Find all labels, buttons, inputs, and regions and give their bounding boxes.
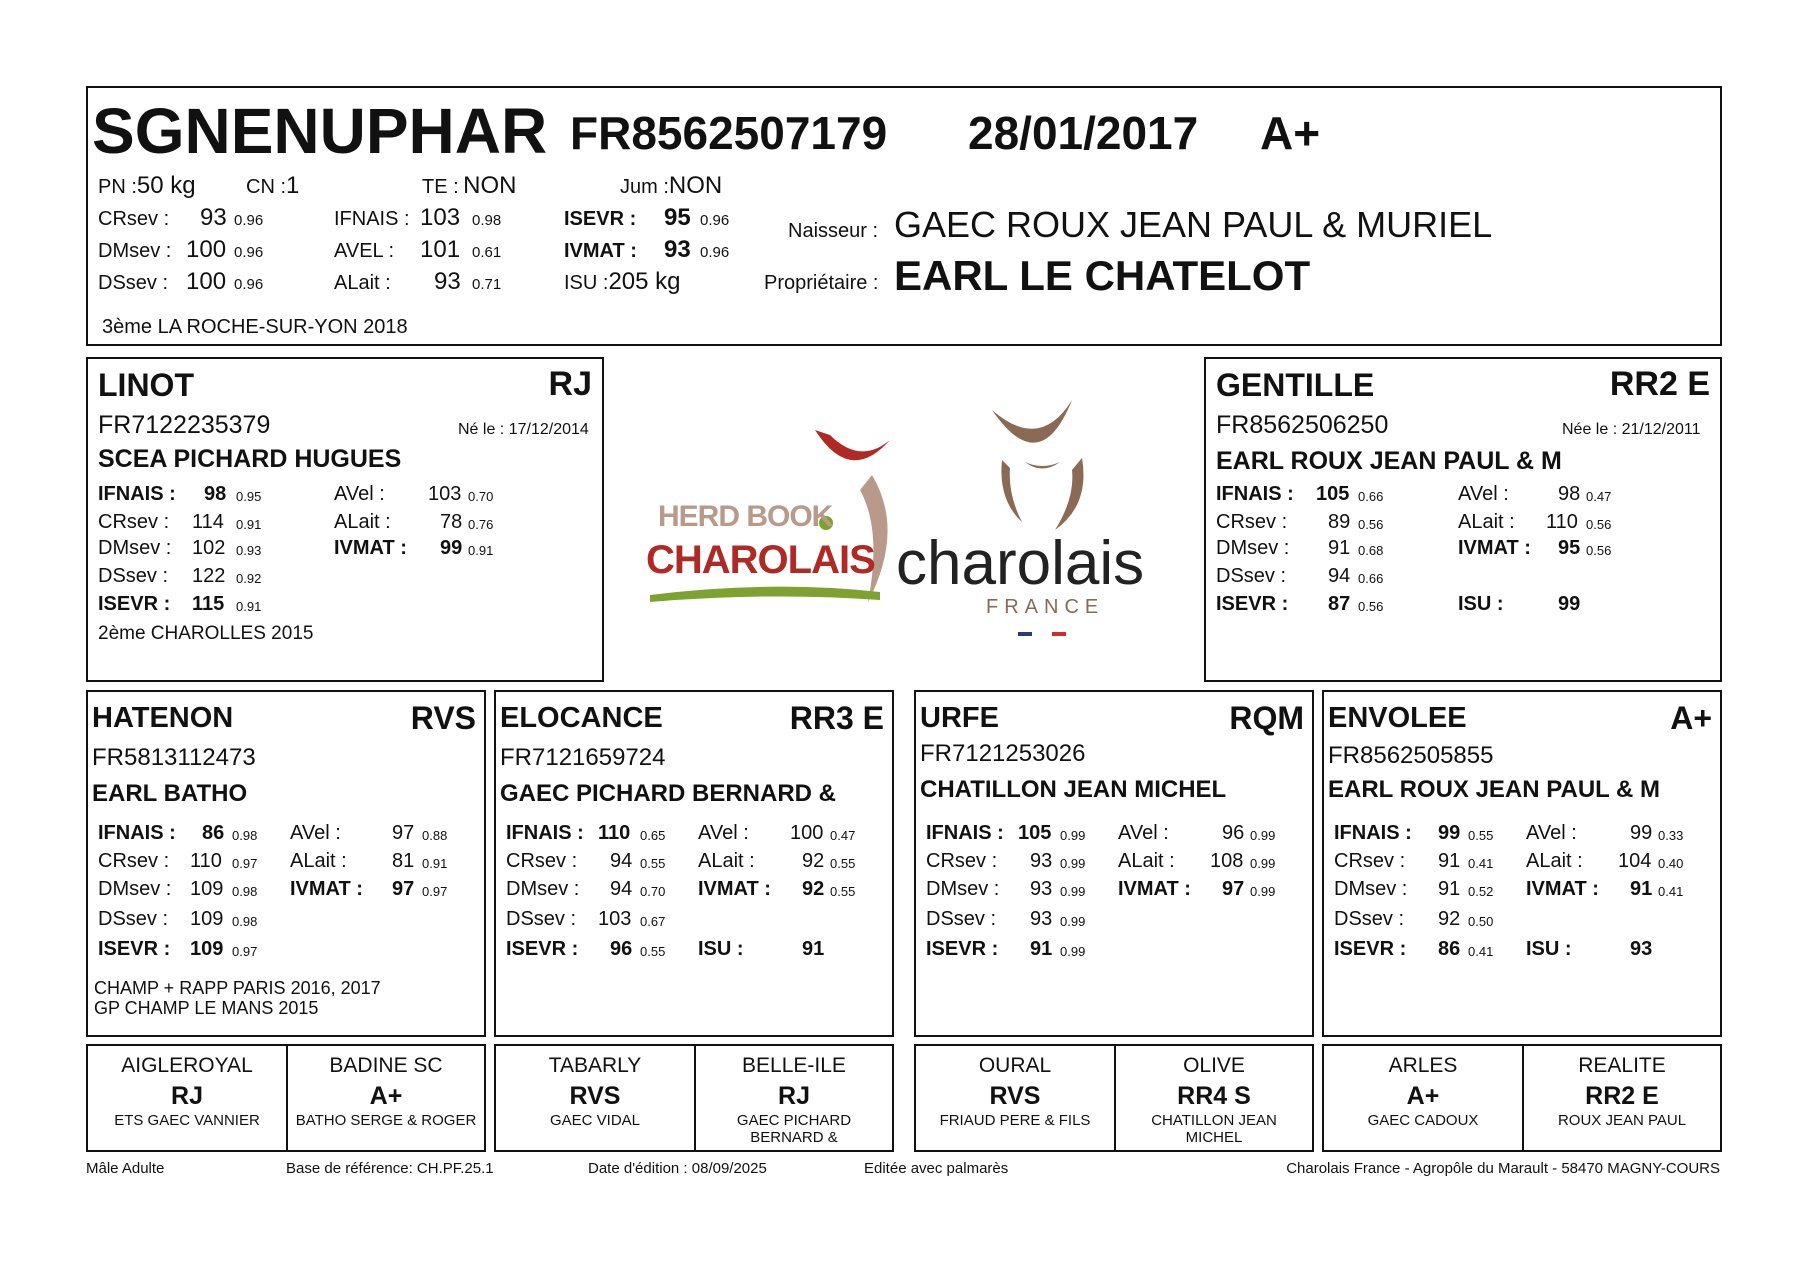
great-grandparent-card <box>86 1044 288 1152</box>
dam-avel-label: AVel : <box>1458 483 1509 505</box>
gp-avel-value: 100 <box>790 822 824 844</box>
sire-crsev-label: CRsev : <box>98 511 170 533</box>
gp-dmsev-label: DMsev : <box>926 878 1000 900</box>
gp-alait-label: ALait : <box>698 850 755 872</box>
gp-avel-label: AVel : <box>698 822 749 844</box>
gp-alait-label: ALait : <box>290 850 347 872</box>
gp-alait-value: 104 <box>1618 850 1652 872</box>
dam-dssev-value: 94 <box>1328 565 1351 587</box>
dam-avel-accuracy: 0.47 <box>1586 489 1612 504</box>
gp-dmsev-accuracy: 0.99 <box>1060 884 1086 899</box>
footer-base: Base de référence: CH.PF.25.1 <box>286 1160 494 1177</box>
gp-dssev-accuracy: 0.98 <box>232 914 258 929</box>
dssev-label: DSsev : <box>98 272 169 294</box>
sire-crsev-value: 114 <box>192 511 224 533</box>
gp-dssev-value: 93 <box>1030 908 1053 930</box>
naisseur-label: Naisseur : <box>788 220 879 242</box>
dam-isu-value: 99 <box>1558 593 1581 615</box>
gp-dssev-accuracy: 0.99 <box>1060 914 1086 929</box>
gp-dssev-label: DSsev : <box>506 908 577 930</box>
gp-palmares-line1: CHAMP + RAPP PARIS 2016, 2017 <box>94 978 381 998</box>
gp-ifnais-label: IFNAIS : <box>1334 822 1412 844</box>
grandparent-card <box>1322 690 1722 1037</box>
alait-accuracy: 0.71 <box>472 276 502 293</box>
dmsev-accuracy: 0.96 <box>234 244 264 261</box>
dmsev-label: DMsev : <box>98 240 172 262</box>
ggp-qualification: RVS <box>569 1082 621 1110</box>
gp-ivmat-value: 91 <box>1630 878 1653 900</box>
proprietaire-label: Propriétaire : <box>764 272 879 294</box>
herdbook-main-text: CHAROLAIS <box>646 538 875 582</box>
ggp-name: OLIVE <box>1183 1054 1245 1077</box>
sire-qualification: RJ <box>548 365 592 403</box>
cf-head-mid <box>1025 462 1060 469</box>
gp-crsev-accuracy: 0.97 <box>232 856 258 871</box>
gp-isu-value: 91 <box>802 938 825 960</box>
gp-crsev-value: 110 <box>190 850 222 872</box>
sire-alait-accuracy: 0.76 <box>468 517 494 532</box>
gp-avel-value: 97 <box>392 822 415 844</box>
dam-ifnais-accuracy: 0.66 <box>1358 489 1384 504</box>
gp-ifnais-value: 110 <box>598 822 631 844</box>
gp-dssev-label: DSsev : <box>98 908 169 930</box>
grandparent-qualification: RR3 E <box>789 700 884 736</box>
gp-crsev-accuracy: 0.99 <box>1060 856 1086 871</box>
avel-value: 101 <box>420 236 461 263</box>
sire-ivmat-accuracy: 0.91 <box>468 543 494 558</box>
isu-field: ISU :205 kg <box>564 268 681 295</box>
gp-isevr-value: 91 <box>1030 938 1053 960</box>
cf-head-right <box>1055 458 1083 530</box>
ivmat-value: 93 <box>664 236 691 263</box>
sire-ifnais-value: 98 <box>204 483 227 505</box>
gp-dssev-label: DSsev : <box>926 908 997 930</box>
grandparent-owner: GAEC PICHARD BERNARD & <box>500 780 837 807</box>
gp-dmsev-value: 91 <box>1438 878 1461 900</box>
animal-header <box>86 86 1722 346</box>
ggp-name: ARLES <box>1388 1054 1458 1077</box>
gp-ifnais-value: 86 <box>202 822 225 844</box>
avel-label: AVEL : <box>334 240 395 262</box>
sire-alait-value: 78 <box>440 511 463 533</box>
gp-ifnais-accuracy: 0.99 <box>1060 828 1086 843</box>
gp-ifnais-label: IFNAIS : <box>926 822 1004 844</box>
gp-crsev-label: CRsev : <box>926 850 998 872</box>
dam-isevr-label: ISEVR : <box>1216 593 1289 615</box>
gp-palmares-line2: GP CHAMP LE MANS 2015 <box>94 998 319 1018</box>
ivmat-accuracy: 0.96 <box>700 244 730 261</box>
ggp-qualification: RJ <box>778 1082 810 1110</box>
ggp-name: TABARLY <box>548 1054 642 1077</box>
sire-isevr-value: 115 <box>192 593 225 615</box>
avel-accuracy: 0.61 <box>472 244 502 261</box>
sire-owner: SCEA PICHARD HUGUES <box>98 445 402 473</box>
gp-isevr-value: 96 <box>610 938 633 960</box>
ggp-owner: BATHO SERGE & ROGER <box>295 1112 477 1129</box>
ggp-owner: CHATILLON JEAN MICHEL <box>1151 1112 1277 1146</box>
grandparent-id: FR7121253026 <box>920 740 1086 767</box>
grandparent-owner: EARL BATHO <box>92 780 248 807</box>
grandparent-name: ELOCANCE <box>500 702 663 734</box>
grandparent-card <box>494 690 894 1037</box>
dam-avel-value: 98 <box>1558 483 1581 505</box>
gp-isu-label: ISU : <box>698 938 744 960</box>
te-field: TE : NON <box>422 172 517 199</box>
crsev-accuracy: 0.96 <box>234 212 264 229</box>
gp-dssev-accuracy: 0.50 <box>1468 914 1494 929</box>
grandparent-qualification: RQM <box>1229 700 1304 736</box>
dam-card <box>1204 357 1722 682</box>
ifnais-value: 103 <box>420 204 461 231</box>
gp-alait-accuracy: 0.40 <box>1658 856 1684 871</box>
gp-avel-accuracy: 0.99 <box>1250 828 1276 843</box>
gp-ifnais-value: 105 <box>1018 822 1052 844</box>
great-grandparent-card <box>1322 1044 1524 1152</box>
grandparent-name: URFE <box>920 702 999 734</box>
cn-field: CN :1 <box>246 172 300 199</box>
gp-ifnais-accuracy: 0.65 <box>640 828 666 843</box>
gp-avel-label: AVel : <box>1118 822 1169 844</box>
dam-dssev-accuracy: 0.66 <box>1358 571 1384 586</box>
dam-alait-label: ALait : <box>1458 511 1515 533</box>
gp-avel-accuracy: 0.33 <box>1658 828 1684 843</box>
gp-ifnais-label: IFNAIS : <box>98 822 176 844</box>
gp-alait-value: 81 <box>392 850 415 872</box>
sire-isevr-accuracy: 0.91 <box>236 599 262 614</box>
gp-ivmat-label: IVMAT : <box>1118 878 1191 900</box>
animal-qualification: A+ <box>1260 107 1321 159</box>
sire-alait-label: ALait : <box>334 511 391 533</box>
sire-isevr-label: ISEVR : <box>98 593 171 615</box>
dssev-accuracy: 0.96 <box>234 276 264 293</box>
ggp-name: BADINE SC <box>329 1054 443 1077</box>
dam-crsev-accuracy: 0.56 <box>1358 517 1384 532</box>
gp-avel-accuracy: 0.47 <box>830 828 856 843</box>
alait-label: ALait : <box>334 272 391 294</box>
dam-crsev-label: CRsev : <box>1216 511 1288 533</box>
gp-ivmat-label: IVMAT : <box>698 878 771 900</box>
grandparent-id: FR8562505855 <box>1328 742 1494 769</box>
dam-owner: EARL ROUX JEAN PAUL & M <box>1216 447 1562 475</box>
crsev-value: 93 <box>200 204 227 231</box>
dam-dmsev-label: DMsev : <box>1216 537 1290 559</box>
dam-dmsev-value: 91 <box>1328 537 1351 559</box>
sire-dssev-label: DSsev : <box>98 565 169 587</box>
gp-crsev-value: 93 <box>1030 850 1053 872</box>
herdbook-red-curve <box>815 430 890 460</box>
ggp-name: OURAL <box>978 1054 1052 1077</box>
sire-ifnais-label: IFNAIS : <box>98 483 176 505</box>
gp-dssev-accuracy: 0.67 <box>640 914 666 929</box>
sire-dssev-accuracy: 0.92 <box>236 571 262 586</box>
gp-isevr-label: ISEVR : <box>1334 938 1407 960</box>
gp-avel-label: AVel : <box>1526 822 1577 844</box>
ivmat-label: IVMAT : <box>564 240 637 262</box>
dam-crsev-value: 89 <box>1328 511 1351 533</box>
gp-ivmat-accuracy: 0.99 <box>1250 884 1276 899</box>
animal-id: FR8562507179 <box>570 107 888 159</box>
cf-sub-text: FRANCE <box>986 596 1105 618</box>
cf-flag-blue <box>1018 632 1032 636</box>
proprietaire-value: EARL LE CHATELOT <box>894 252 1311 299</box>
sire-crsev-accuracy: 0.91 <box>236 517 262 532</box>
ggp-owner: GAEC PICHARD BERNARD & <box>736 1112 852 1146</box>
great-grandparent-card <box>914 1044 1116 1152</box>
cf-flag-red <box>1052 632 1066 636</box>
gp-ifnais-accuracy: 0.55 <box>1468 828 1494 843</box>
footer-address: Charolais France - Agropôle du Marault - 58470 MAGNY-COURS <box>1286 1160 1720 1177</box>
gp-dssev-label: DSsev : <box>1334 908 1405 930</box>
dam-isu-label: ISU : <box>1458 593 1504 615</box>
gp-avel-value: 96 <box>1222 822 1245 844</box>
herdbook-green-line <box>650 587 880 602</box>
ggp-qualification: RVS <box>989 1082 1041 1110</box>
gp-isevr-accuracy: 0.99 <box>1060 944 1086 959</box>
gp-alait-label: ALait : <box>1118 850 1175 872</box>
sire-ifnais-accuracy: 0.95 <box>236 489 262 504</box>
gp-ivmat-accuracy: 0.55 <box>830 884 856 899</box>
gp-ifnais-accuracy: 0.98 <box>232 828 258 843</box>
gp-ivmat-value: 97 <box>392 878 415 900</box>
gp-isevr-accuracy: 0.97 <box>232 944 258 959</box>
ggp-name: BELLE-ILE <box>742 1054 846 1077</box>
gp-crsev-accuracy: 0.55 <box>640 856 666 871</box>
animal-name: SGNENUPHAR <box>92 95 548 167</box>
gp-ivmat-accuracy: 0.41 <box>1658 884 1684 899</box>
animal-palmares: 3ème LA ROCHE-SUR-YON 2018 <box>102 316 408 338</box>
gp-isevr-value: 86 <box>1438 938 1461 960</box>
ggp-qualification: A+ <box>369 1082 403 1110</box>
ggp-owner: FRIAUD PERE & FILS <box>939 1112 1091 1129</box>
isevr-accuracy: 0.96 <box>700 212 730 229</box>
dam-ifnais-label: IFNAIS : <box>1216 483 1294 505</box>
grandparent-qualification: RVS <box>410 700 476 736</box>
gp-dssev-value: 92 <box>1438 908 1461 930</box>
gp-crsev-label: CRsev : <box>506 850 578 872</box>
sire-dmsev-accuracy: 0.93 <box>236 543 262 558</box>
dam-name: GENTILLE <box>1216 367 1375 403</box>
grandparent-card <box>914 690 1314 1037</box>
gp-ivmat-value: 97 <box>1222 878 1245 900</box>
gp-avel-value: 99 <box>1630 822 1653 844</box>
gp-dmsev-accuracy: 0.52 <box>1468 884 1494 899</box>
gp-alait-accuracy: 0.99 <box>1250 856 1276 871</box>
animal-birth-date: 28/01/2017 <box>968 107 1199 159</box>
gp-dmsev-accuracy: 0.98 <box>232 884 258 899</box>
sire-avel-accuracy: 0.70 <box>468 489 494 504</box>
alait-value: 93 <box>434 268 461 295</box>
dam-alait-accuracy: 0.56 <box>1586 517 1612 532</box>
gp-dmsev-accuracy: 0.70 <box>640 884 666 899</box>
gp-crsev-value: 94 <box>610 850 633 872</box>
dam-id: FR8562506250 <box>1216 411 1389 439</box>
isevr-label: ISEVR : <box>564 208 637 230</box>
ggp-name: AIGLEROYAL <box>121 1054 253 1077</box>
great-grandparent-card <box>1522 1044 1722 1152</box>
sire-id: FR7122235379 <box>98 411 271 439</box>
gp-crsev-accuracy: 0.41 <box>1468 856 1494 871</box>
gp-crsev-label: CRsev : <box>1334 850 1406 872</box>
gp-isevr-label: ISEVR : <box>98 938 171 960</box>
gp-alait-accuracy: 0.91 <box>422 856 448 871</box>
dam-isevr-accuracy: 0.56 <box>1358 599 1384 614</box>
grandparent-id: FR7121659724 <box>500 744 666 771</box>
gp-isevr-accuracy: 0.55 <box>640 944 666 959</box>
dam-qualification: RR2 E <box>1609 365 1710 403</box>
ifnais-accuracy: 0.98 <box>472 212 502 229</box>
cf-horns-top <box>992 400 1072 443</box>
sire-dmsev-label: DMsev : <box>98 537 172 559</box>
grandparent-owner: EARL ROUX JEAN PAUL & M <box>1328 776 1661 803</box>
grandparent-name: ENVOLEE <box>1328 702 1467 734</box>
dam-birth: Née le : 21/12/2011 <box>1562 421 1701 438</box>
grandparent-qualification: A+ <box>1670 700 1712 736</box>
gp-dmsev-value: 93 <box>1030 878 1053 900</box>
ggp-qualification: A+ <box>1406 1082 1440 1110</box>
gp-dmsev-label: DMsev : <box>98 878 172 900</box>
grandparent-card <box>86 690 486 1037</box>
gp-ivmat-accuracy: 0.97 <box>422 884 448 899</box>
sire-palmares: 2ème CHAROLLES 2015 <box>98 623 314 644</box>
gp-avel-accuracy: 0.88 <box>422 828 448 843</box>
sire-ivmat-value: 99 <box>440 537 463 559</box>
gp-ivmat-label: IVMAT : <box>1526 878 1599 900</box>
dam-ifnais-value: 105 <box>1316 483 1350 505</box>
grandparent-id: FR5813112473 <box>92 744 256 771</box>
herdbook-top-text: HERD BOOK <box>658 500 833 533</box>
great-grandparent-card <box>494 1044 696 1152</box>
gp-ifnais-label: IFNAIS : <box>506 822 584 844</box>
gp-isevr-label: ISEVR : <box>506 938 579 960</box>
crsev-label: CRsev : <box>98 208 170 230</box>
grandparent-name: HATENON <box>92 702 234 734</box>
gp-isu-value: 93 <box>1630 938 1653 960</box>
gp-isevr-accuracy: 0.41 <box>1468 944 1494 959</box>
ggp-owner: GAEC VIDAL <box>549 1112 641 1129</box>
gp-alait-value: 108 <box>1210 850 1244 872</box>
gp-dmsev-label: DMsev : <box>506 878 580 900</box>
ggp-owner: ROUX JEAN PAUL <box>1557 1112 1687 1129</box>
ggp-qualification: RR4 S <box>1177 1082 1251 1110</box>
gp-alait-label: ALait : <box>1526 850 1583 872</box>
sire-ivmat-label: IVMAT : <box>334 537 407 559</box>
ifnais-label: IFNAIS : <box>334 208 410 230</box>
ggp-owner: GAEC CADOUX <box>1367 1112 1479 1129</box>
sire-avel-value: 103 <box>428 483 462 505</box>
gp-avel-label: AVel : <box>290 822 341 844</box>
footer-edition-date: Date d'édition : 08/09/2025 <box>588 1160 767 1177</box>
gp-ifnais-value: 99 <box>1438 822 1461 844</box>
cf-main-text: charolais <box>896 529 1145 598</box>
gp-dssev-value: 103 <box>598 908 632 930</box>
sire-birth: Né le : 17/12/2014 <box>458 421 589 438</box>
ggp-name: REALITE <box>1578 1054 1666 1077</box>
dam-dmsev-accuracy: 0.68 <box>1358 543 1384 558</box>
isevr-value: 95 <box>664 204 691 231</box>
sire-name: LINOT <box>98 367 194 403</box>
pn-field: PN :50 kg <box>98 172 196 199</box>
logo-area <box>620 380 1200 670</box>
naisseur-value: GAEC ROUX JEAN PAUL & MURIEL <box>894 204 1493 245</box>
sire-dmsev-value: 102 <box>192 537 226 559</box>
jum-field: Jum :NON <box>620 172 723 199</box>
gp-ivmat-value: 92 <box>802 878 825 900</box>
dam-isevr-value: 87 <box>1328 593 1351 615</box>
gp-dmsev-value: 109 <box>190 878 224 900</box>
grandparent-owner: CHATILLON JEAN MICHEL <box>920 776 1227 803</box>
dam-dssev-label: DSsev : <box>1216 565 1287 587</box>
gp-dmsev-value: 94 <box>610 878 633 900</box>
gp-crsev-value: 91 <box>1438 850 1461 872</box>
gp-isu-label: ISU : <box>1526 938 1572 960</box>
great-grandparent-card <box>694 1044 894 1152</box>
gp-crsev-label: CRsev : <box>98 850 170 872</box>
gp-dmsev-label: DMsev : <box>1334 878 1408 900</box>
gp-isevr-value: 109 <box>190 938 224 960</box>
ggp-qualification: RJ <box>171 1082 203 1110</box>
dam-ivmat-accuracy: 0.56 <box>1586 543 1612 558</box>
dmsev-value: 100 <box>186 236 227 263</box>
ggp-owner: ETS GAEC VANNIER <box>114 1112 260 1129</box>
dam-alait-value: 110 <box>1546 511 1578 533</box>
footer-palmares-note: Editée avec palmarès <box>864 1160 1009 1177</box>
gp-alait-accuracy: 0.55 <box>830 856 856 871</box>
sire-card <box>86 357 604 682</box>
great-grandparent-card <box>1114 1044 1314 1152</box>
ggp-qualification: RR2 E <box>1585 1082 1659 1110</box>
gp-ivmat-label: IVMAT : <box>290 878 363 900</box>
gp-isevr-label: ISEVR : <box>926 938 999 960</box>
dam-ivmat-value: 95 <box>1558 537 1581 559</box>
sire-dssev-value: 122 <box>192 565 226 587</box>
dssev-value: 100 <box>186 268 227 295</box>
gp-alait-value: 92 <box>802 850 825 872</box>
gp-dssev-value: 109 <box>190 908 224 930</box>
footer-category: Mâle Adulte <box>86 1160 165 1177</box>
great-grandparent-card <box>286 1044 486 1152</box>
dam-ivmat-label: IVMAT : <box>1458 537 1531 559</box>
cf-head-left <box>1001 460 1022 522</box>
sire-avel-label: AVel : <box>334 483 385 505</box>
